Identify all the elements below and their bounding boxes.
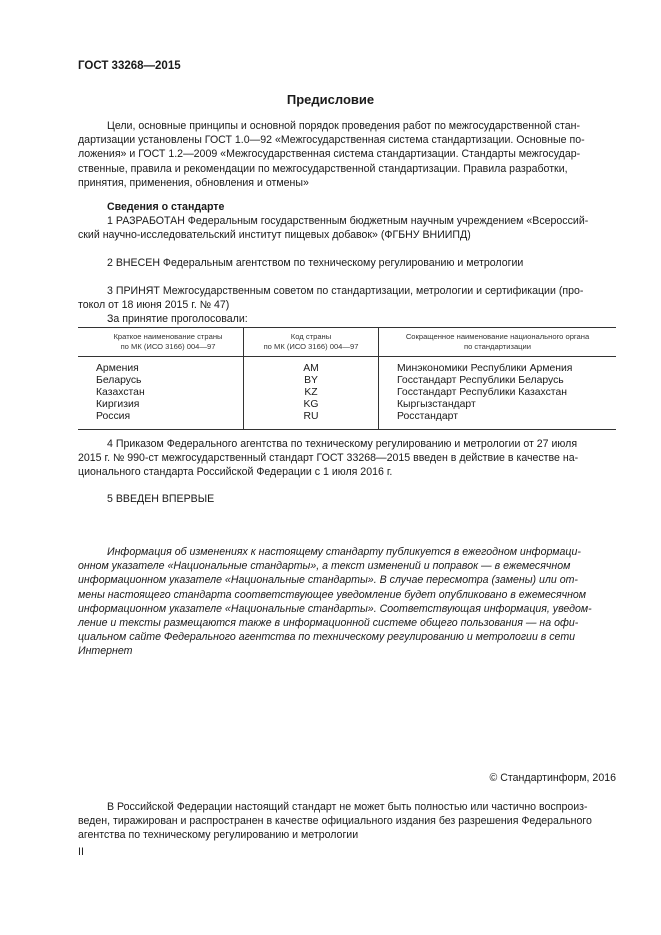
intro-paragraph xyxy=(78,119,616,190)
table-row xyxy=(78,357,616,376)
update-notice xyxy=(78,545,616,659)
table-row xyxy=(78,387,616,399)
country-cell: Киргизия xyxy=(96,399,140,410)
item-3-line: токол от 18 июня 2015 г. № 47) xyxy=(78,299,230,312)
notice-line: информационном указателе «Национальные стандарты». В случае пересмотра (замены) или от- xyxy=(78,574,578,587)
table-row xyxy=(78,399,616,411)
footer-line: веден, тиражирован и распространен в качестве официального издания без разрешения Федерального xyxy=(78,815,592,828)
code-cell: RU xyxy=(244,411,379,430)
page-number: II xyxy=(78,846,84,858)
item-4-line: 4 Приказом Федерального агентства по техническому регулированию и метрологии от 27 июля xyxy=(107,438,578,450)
body-cell: Росстандарт xyxy=(379,411,617,430)
header-line: по МК (ИСО 3166) 004—97 xyxy=(263,342,359,351)
country-cell: Казахстан xyxy=(96,387,145,398)
header-line: Сокращенное наименование национального органа xyxy=(405,332,590,341)
body-cell: Минэкономики Республики Армения xyxy=(379,357,617,376)
section-title: Сведения о стандарте xyxy=(107,201,225,213)
item-1-line: 1 РАЗРАБОТАН Федеральным государственным бюджетным научным учреждением «Всероссий- xyxy=(107,215,589,227)
intro-line: Цели, основные принципы и основной порядок проведения работ по межгосударственной стан- xyxy=(107,120,580,132)
document-id: ГОСТ 33268—2015 xyxy=(78,60,181,72)
column-header-country xyxy=(78,328,244,357)
country-cell: Россия xyxy=(78,411,244,430)
header-line: по МК (ИСО 3166) 004—97 xyxy=(120,342,216,351)
country-cell: Армения xyxy=(96,363,139,374)
header-line: по стандартизации xyxy=(463,342,532,351)
copyright: © Стандартинформ, 2016 xyxy=(489,772,616,784)
item-4 xyxy=(78,437,616,480)
code-cell: AM xyxy=(244,357,379,376)
body-cell: Госстандарт Республики Казахстан xyxy=(379,387,617,399)
notice-line: мены настоящего стандарта соответствующее уведомление будет опубликовано в ежемесячном xyxy=(78,588,587,601)
body-cell: Госстандарт Республики Беларусь xyxy=(379,375,617,387)
footer-line: агентства по техническому регулированию и метрологии xyxy=(78,829,359,842)
body-cell: Кыргызстандарт xyxy=(379,399,617,411)
item-3 xyxy=(78,284,616,312)
code-cell: BY xyxy=(244,375,379,387)
table-row xyxy=(78,411,616,430)
intro-line: ложения» и ГОСТ 1.2—2009 «Межгосударственная система стандартизации. Стандарты межгосудар- xyxy=(78,148,581,161)
code-cell: KZ xyxy=(244,387,379,399)
intro-line: принятия, применения, обновления и отмены» xyxy=(78,176,309,189)
header-line: Код страны xyxy=(290,332,332,341)
intro-line: ственные, правила и рекомендации по межгосударственной стандартизации. Правила разработки, xyxy=(78,162,568,175)
column-header-body xyxy=(379,328,617,357)
column-header-code xyxy=(244,328,379,357)
header-line: Краткое наименование страны xyxy=(113,332,223,341)
notice-line: информационном указателе «Национальные стандарты». Соответствующая информация, уведом- xyxy=(78,602,592,615)
item-1 xyxy=(78,214,616,242)
notice-line: ление и тексты размещаются также в информационной системе общего пользования — на офи- xyxy=(78,617,579,630)
notice-line: Интернет xyxy=(78,645,133,658)
item-5: 5 ВВЕДЕН ВПЕРВЫЕ xyxy=(107,493,215,505)
vote-intro: За принятие проголосовали: xyxy=(107,313,248,325)
code-cell: KG xyxy=(244,399,379,411)
item-4-line: ционального стандарта Российской Федерации с 1 июля 2016 г. xyxy=(78,466,393,479)
table-row xyxy=(78,375,616,387)
notice-line: онном указателе «Национальные стандарты», а текст изменений и поправок — в ежемесячном xyxy=(78,560,571,573)
item-2: 2 ВНЕСЕН Федеральным агентством по техническому регулированию и метрологии xyxy=(107,257,524,269)
item-1-line: ский научно-исследовательский институт пищевых добавок» (ФГБНУ ВНИИПД) xyxy=(78,229,471,242)
footer-note xyxy=(78,800,616,843)
item-3-line: 3 ПРИНЯТ Межгосударственным советом по стандартизации, метрологии и сертификации (про- xyxy=(107,285,584,297)
notice-line: Информация об изменениях к настоящему стандарту публикуется в ежегодном информаци- xyxy=(107,546,581,558)
notice-line: циальном сайте Федерального агентства по техническому регулированию и метрологии в сети xyxy=(78,631,576,644)
footer-line: В Российской Федерации настоящий стандарт не может быть полностью или частично воспроиз- xyxy=(107,801,588,813)
intro-line: дартизации установлены ГОСТ 1.0—92 «Межгосударственная система стандартизации. Основные по- xyxy=(78,134,585,147)
country-cell: Беларусь xyxy=(96,375,142,386)
item-4-line: 2015 г. № 990-ст межгосударственный стандарт ГОСТ 33268—2015 введен в действие в качестве на- xyxy=(78,452,579,465)
table-header-row xyxy=(78,328,616,357)
voting-table xyxy=(78,327,616,430)
page-title: Предисловие xyxy=(286,92,375,107)
